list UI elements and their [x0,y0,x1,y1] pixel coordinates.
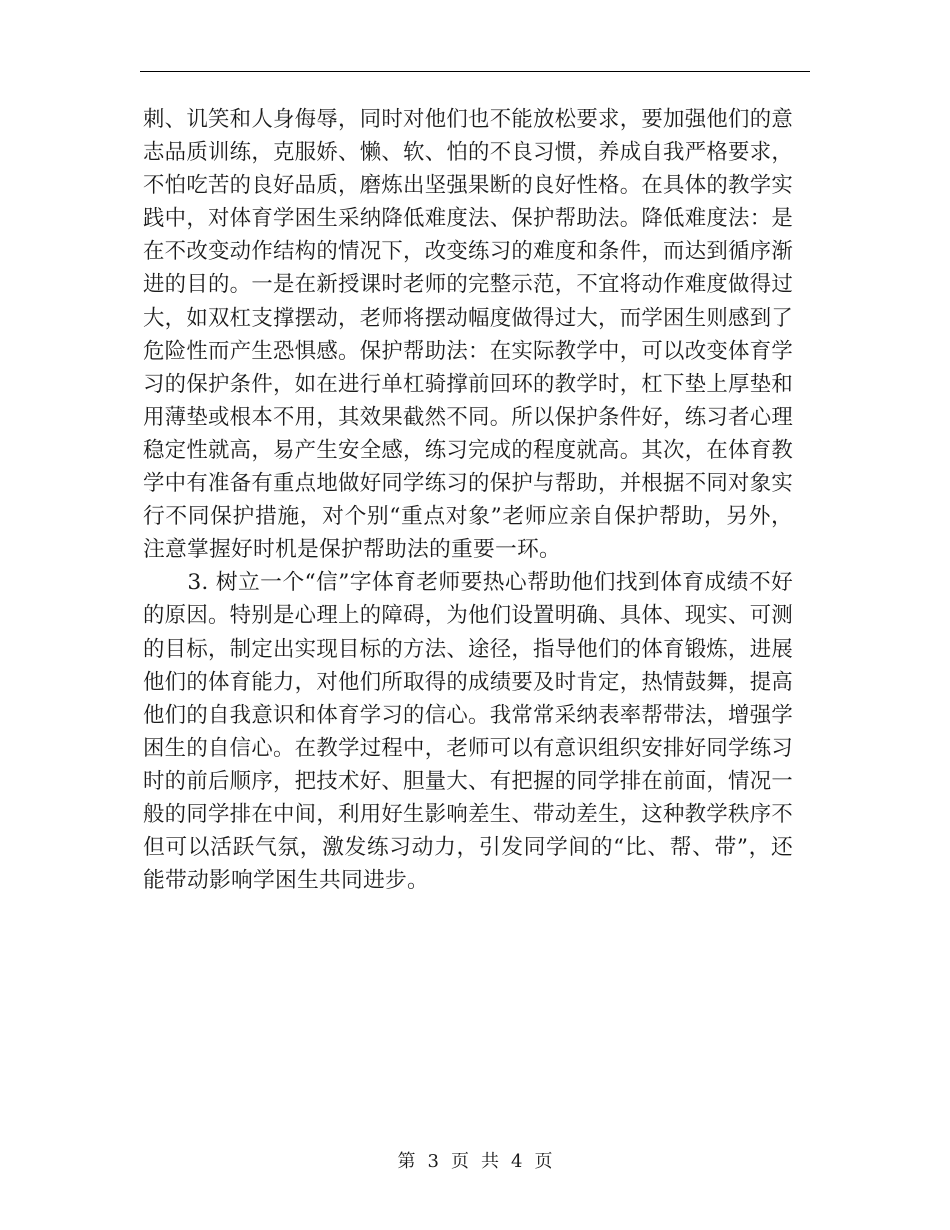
page-label-middle: 页 [451,1151,469,1172]
text-line: 般的同学排在中间，利用好生影响差生、带动差生，这种教学秩序不 [143,801,793,827]
page-footer [0,1150,950,1174]
text-line: 但可以活跃气氛，激发练习动力，引发同学间的“比、帮、带”，还 [143,835,793,861]
text-line: 时的前后顺序，把技术好、胆量大、有把握的同学排在前面，情况一 [143,768,793,794]
text-line: 刺、讥笑和人身侮辱，同时对他们也不能放松要求，要加强他们的意 [143,107,793,132]
text-line: 稳定性就高，易产生安全感，练习完成的程度就高。其次，在体育教 [143,437,793,463]
text-line: 践中，对体育学困生采纳降低难度法、保护帮助法。降低难度法：是 [143,206,793,232]
text-line: 用薄垫或根本不用，其效果截然不同。所以保护条件好，练习者心理 [143,404,793,430]
page-label-suffix: 页 [534,1151,553,1172]
total-pages-number: 4 [511,1151,523,1172]
text-line: 不怕吃苦的良好品质，磨炼出坚强果断的良好性格。在具体的教学实 [143,173,793,199]
text-line: 习的保护条件，如在进行单杠骑撑前回环的教学时，杠下垫上厚垫和 [143,371,793,397]
text-line: 在不改变动作结构的情况下，改变练习的难度和条件，而达到循序渐 [143,239,793,265]
text-line: 志品质训练，克服娇、懒、软、怕的不良习惯，养成自我严格要求， [143,140,793,166]
text-line: 行不同保护措施，对个别“重点对象”老师应亲自保护帮助，另外， [143,504,793,530]
text-line: 的目标，制定出实现目标的方法、途径，指导他们的体育锻炼，进展 [143,636,793,662]
paragraph-start-line: 3. 树立一个“信”字体育老师要热心帮助他们找到体育成绩不好 [143,570,793,596]
text-line: 困生的自信心。在教学过程中，老师可以有意识组织安排好同学练习 [143,735,793,761]
text-line: 危险性而产生恐惧感。保护帮助法：在实际教学中，可以改变体育学 [143,338,793,364]
text-line: 大，如双杠支撑摆动，老师将摆动幅度做得过大，而学困生则感到了 [143,305,793,331]
text-line: 学中有准备有重点地做好同学练习的保护与帮助，并根据不同对象实 [143,471,793,497]
total-label: 共 [481,1151,499,1172]
text-line: 能带动影响学困生共同进步。 [143,868,429,894]
text-line: 的原因。特别是心理上的障碍，为他们设置明确、具体、现实、可测 [143,603,793,629]
text-line: 进的目的。一是在新授课时老师的完整示范，不宜将动作难度做得过 [143,272,793,298]
text-line: 他们的自我意识和体育学习的信心。我常常采纳表率帮带法，增强学 [143,702,793,728]
text-line: 注意掌握好时机是保护帮助法的重要一环。 [143,537,561,563]
current-page-number: 3 [427,1151,439,1172]
body-text [143,103,793,897]
header-rule [140,71,810,72]
page-label-prefix: 第 [397,1151,416,1172]
text-line: 他们的体育能力，对他们所取得的成绩要及时肯定，热情鼓舞，提高 [143,669,793,695]
